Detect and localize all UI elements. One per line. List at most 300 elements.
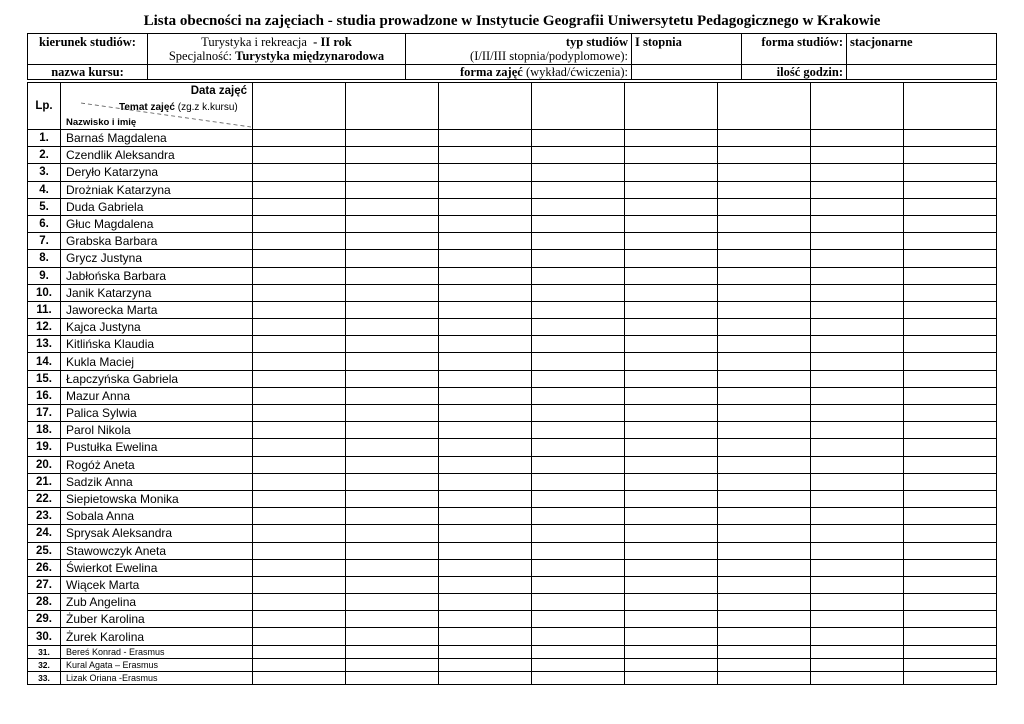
date-cell[interactable] <box>439 83 532 130</box>
attendance-cell[interactable] <box>625 611 718 628</box>
attendance-cell[interactable] <box>625 508 718 525</box>
attendance-cell[interactable] <box>811 181 904 198</box>
attendance-cell[interactable] <box>346 147 439 164</box>
attendance-cell[interactable] <box>346 233 439 250</box>
attendance-cell[interactable] <box>346 456 439 473</box>
attendance-cell[interactable] <box>904 233 997 250</box>
attendance-cell[interactable] <box>532 576 625 593</box>
attendance-cell[interactable] <box>253 658 346 671</box>
attendance-cell[interactable] <box>532 645 625 658</box>
attendance-cell[interactable] <box>439 490 532 507</box>
attendance-cell[interactable] <box>439 672 532 685</box>
attendance-cell[interactable] <box>625 576 718 593</box>
row-number: 30. <box>28 628 61 645</box>
attendance-cell[interactable] <box>625 387 718 404</box>
attendance-cell[interactable] <box>439 473 532 490</box>
attendance-cell[interactable] <box>253 672 346 685</box>
attendance-cell[interactable] <box>532 525 625 542</box>
attendance-cell[interactable] <box>625 250 718 267</box>
attendance-cell[interactable] <box>439 130 532 147</box>
attendance-cell[interactable] <box>532 628 625 645</box>
student-name: Drożniak Katarzyna <box>61 181 253 198</box>
attendance-cell[interactable] <box>718 250 811 267</box>
attendance-cell[interactable] <box>532 456 625 473</box>
attendance-cell[interactable] <box>904 456 997 473</box>
attendance-cell[interactable] <box>718 576 811 593</box>
attendance-cell[interactable] <box>253 336 346 353</box>
attendance-cell[interactable] <box>346 611 439 628</box>
table-row <box>28 267 997 284</box>
attendance-cell[interactable] <box>904 422 997 439</box>
attendance-cell[interactable] <box>532 508 625 525</box>
attendance-cell[interactable] <box>439 336 532 353</box>
specjalnosc-value: Turystyka międzynarodowa <box>235 49 385 63</box>
attendance-cell[interactable] <box>718 353 811 370</box>
attendance-cell[interactable] <box>625 267 718 284</box>
attendance-cell[interactable] <box>439 250 532 267</box>
attendance-cell[interactable] <box>532 336 625 353</box>
attendance-cell[interactable] <box>253 611 346 628</box>
attendance-cell[interactable] <box>718 658 811 671</box>
attendance-cell[interactable] <box>253 508 346 525</box>
attendance-cell[interactable] <box>346 319 439 336</box>
attendance-cell[interactable] <box>253 130 346 147</box>
attendance-cell[interactable] <box>904 672 997 685</box>
attendance-cell[interactable] <box>811 542 904 559</box>
attendance-cell[interactable] <box>904 594 997 611</box>
attendance-cell[interactable] <box>439 508 532 525</box>
kierunek-year: - II rok <box>313 35 352 49</box>
attendance-cell[interactable] <box>439 422 532 439</box>
attendance-cell[interactable] <box>253 267 346 284</box>
attendance-cell[interactable] <box>532 130 625 147</box>
attendance-cell[interactable] <box>625 319 718 336</box>
attendance-cell[interactable] <box>904 301 997 318</box>
attendance-cell[interactable] <box>346 508 439 525</box>
attendance-cell[interactable] <box>532 405 625 422</box>
table-row <box>28 422 997 439</box>
attendance-cell[interactable] <box>718 319 811 336</box>
attendance-cell[interactable] <box>811 422 904 439</box>
attendance-cell[interactable] <box>718 147 811 164</box>
attendance-cell[interactable] <box>346 370 439 387</box>
table-row <box>28 594 997 611</box>
attendance-cell[interactable] <box>811 525 904 542</box>
attendance-cell[interactable] <box>904 319 997 336</box>
attendance-cell[interactable] <box>346 422 439 439</box>
attendance-cell[interactable] <box>811 508 904 525</box>
attendance-cell[interactable] <box>253 284 346 301</box>
attendance-cell[interactable] <box>718 215 811 232</box>
row-number: 27. <box>28 576 61 593</box>
attendance-cell[interactable] <box>532 439 625 456</box>
attendance-cell[interactable] <box>346 473 439 490</box>
attendance-cell[interactable] <box>811 319 904 336</box>
attendance-cell[interactable] <box>811 353 904 370</box>
attendance-cell[interactable] <box>439 628 532 645</box>
attendance-cell[interactable] <box>904 353 997 370</box>
attendance-cell[interactable] <box>811 267 904 284</box>
attendance-cell[interactable] <box>625 672 718 685</box>
attendance-cell[interactable] <box>346 353 439 370</box>
attendance-cell[interactable] <box>811 490 904 507</box>
attendance-cell[interactable] <box>439 525 532 542</box>
attendance-cell[interactable] <box>439 559 532 576</box>
attendance-cell[interactable] <box>718 439 811 456</box>
attendance-cell[interactable] <box>718 370 811 387</box>
attendance-cell[interactable] <box>346 215 439 232</box>
attendance-cell[interactable] <box>718 456 811 473</box>
attendance-cell[interactable] <box>439 439 532 456</box>
table-row <box>28 284 997 301</box>
attendance-cell[interactable] <box>253 233 346 250</box>
attendance-cell[interactable] <box>253 576 346 593</box>
attendance-cell[interactable] <box>532 370 625 387</box>
row-number: 25. <box>28 542 61 559</box>
attendance-cell[interactable] <box>625 405 718 422</box>
attendance-cell[interactable] <box>346 336 439 353</box>
attendance-cell[interactable] <box>811 645 904 658</box>
attendance-cell[interactable] <box>253 525 346 542</box>
attendance-cell[interactable] <box>253 439 346 456</box>
attendance-cell[interactable] <box>532 672 625 685</box>
attendance-cell[interactable] <box>253 542 346 559</box>
attendance-cell[interactable] <box>904 215 997 232</box>
attendance-cell[interactable] <box>253 387 346 404</box>
attendance-cell[interactable] <box>718 336 811 353</box>
attendance-cell[interactable] <box>532 147 625 164</box>
row-number: 12. <box>28 319 61 336</box>
attendance-cell[interactable] <box>811 198 904 215</box>
attendance-cell[interactable] <box>439 370 532 387</box>
attendance-cell[interactable] <box>625 658 718 671</box>
attendance-cell[interactable] <box>346 490 439 507</box>
attendance-cell[interactable] <box>625 490 718 507</box>
attendance-cell[interactable] <box>532 490 625 507</box>
attendance-cell[interactable] <box>439 387 532 404</box>
attendance-cell[interactable] <box>253 301 346 318</box>
attendance-cell[interactable] <box>718 164 811 181</box>
attendance-cell[interactable] <box>718 405 811 422</box>
attendance-cell[interactable] <box>532 387 625 404</box>
attendance-cell[interactable] <box>718 473 811 490</box>
ilosc-godzin-label: ilość godzin: <box>742 65 847 80</box>
attendance-cell[interactable] <box>346 525 439 542</box>
attendance-cell[interactable] <box>625 628 718 645</box>
attendance-cell[interactable] <box>625 164 718 181</box>
attendance-cell[interactable] <box>253 628 346 645</box>
attendance-cell[interactable] <box>346 181 439 198</box>
attendance-cell[interactable] <box>811 301 904 318</box>
student-name: Kitlińska Klaudia <box>61 336 253 353</box>
attendance-cell[interactable] <box>346 658 439 671</box>
attendance-cell[interactable] <box>253 370 346 387</box>
attendance-cell[interactable] <box>625 542 718 559</box>
attendance-cell[interactable] <box>439 576 532 593</box>
student-name: Łapczyńska Gabriela <box>61 370 253 387</box>
attendance-cell[interactable] <box>718 490 811 507</box>
attendance-cell[interactable] <box>811 130 904 147</box>
attendance-cell[interactable] <box>532 319 625 336</box>
attendance-cell[interactable] <box>718 233 811 250</box>
student-name: Mazur Anna <box>61 387 253 404</box>
attendance-cell[interactable] <box>346 130 439 147</box>
attendance-cell[interactable] <box>253 147 346 164</box>
table-row <box>28 658 997 671</box>
attendance-cell[interactable] <box>718 645 811 658</box>
attendance-cell[interactable] <box>253 250 346 267</box>
attendance-cell[interactable] <box>253 473 346 490</box>
attendance-cell[interactable] <box>625 559 718 576</box>
attendance-cell[interactable] <box>904 405 997 422</box>
attendance-cell[interactable] <box>811 594 904 611</box>
attendance-cell[interactable] <box>346 198 439 215</box>
attendance-cell[interactable] <box>439 353 532 370</box>
attendance-cell[interactable] <box>718 559 811 576</box>
attendance-cell[interactable] <box>346 164 439 181</box>
attendance-cell[interactable] <box>904 559 997 576</box>
attendance-cell[interactable] <box>625 130 718 147</box>
attendance-cell[interactable] <box>625 301 718 318</box>
attendance-cell[interactable] <box>346 301 439 318</box>
attendance-cell[interactable] <box>253 645 346 658</box>
attendance-cell[interactable] <box>811 284 904 301</box>
student-name: Siepietowska Monika <box>61 490 253 507</box>
attendance-cell[interactable] <box>439 147 532 164</box>
date-cell[interactable] <box>253 83 346 130</box>
attendance-cell[interactable] <box>811 576 904 593</box>
attendance-cell[interactable] <box>625 594 718 611</box>
attendance-cell[interactable] <box>439 181 532 198</box>
attendance-cell[interactable] <box>625 422 718 439</box>
attendance-cell[interactable] <box>532 250 625 267</box>
attendance-cell[interactable] <box>811 215 904 232</box>
date-cell[interactable] <box>346 83 439 130</box>
attendance-cell[interactable] <box>439 198 532 215</box>
attendance-cell[interactable] <box>346 559 439 576</box>
attendance-cell[interactable] <box>532 353 625 370</box>
attendance-cell[interactable] <box>253 181 346 198</box>
attendance-cell[interactable] <box>904 387 997 404</box>
attendance-cell[interactable] <box>904 198 997 215</box>
attendance-cell[interactable] <box>439 658 532 671</box>
student-name: Palica Sylwia <box>61 405 253 422</box>
attendance-cell[interactable] <box>904 658 997 671</box>
attendance-cell[interactable] <box>625 336 718 353</box>
attendance-cell[interactable] <box>439 301 532 318</box>
attendance-cell[interactable] <box>811 164 904 181</box>
attendance-cell[interactable] <box>532 594 625 611</box>
attendance-cell[interactable] <box>904 336 997 353</box>
attendance-cell[interactable] <box>253 422 346 439</box>
attendance-cell[interactable] <box>811 628 904 645</box>
attendance-cell[interactable] <box>904 181 997 198</box>
attendance-cell[interactable] <box>625 284 718 301</box>
date-cell[interactable] <box>811 83 904 130</box>
attendance-cell[interactable] <box>625 353 718 370</box>
student-name: Kural Agata – Erasmus <box>61 658 253 671</box>
attendance-cell[interactable] <box>904 508 997 525</box>
attendance-cell[interactable] <box>439 267 532 284</box>
attendance-cell[interactable] <box>439 456 532 473</box>
attendance-cell[interactable] <box>625 198 718 215</box>
attendance-cell[interactable] <box>718 594 811 611</box>
attendance-cell[interactable] <box>718 628 811 645</box>
attendance-cell[interactable] <box>253 490 346 507</box>
attendance-cell[interactable] <box>532 473 625 490</box>
attendance-cell[interactable] <box>346 594 439 611</box>
attendance-cell[interactable] <box>253 353 346 370</box>
attendance-cell[interactable] <box>718 198 811 215</box>
attendance-cell[interactable] <box>439 319 532 336</box>
attendance-cell[interactable] <box>811 559 904 576</box>
attendance-cell[interactable] <box>904 370 997 387</box>
attendance-cell[interactable] <box>346 387 439 404</box>
attendance-cell[interactable] <box>811 672 904 685</box>
attendance-cell[interactable] <box>811 611 904 628</box>
attendance-cell[interactable] <box>811 387 904 404</box>
attendance-cell[interactable] <box>346 267 439 284</box>
attendance-cell[interactable] <box>532 198 625 215</box>
date-cell[interactable] <box>532 83 625 130</box>
attendance-cell[interactable] <box>253 198 346 215</box>
attendance-cell[interactable] <box>718 301 811 318</box>
attendance-cell[interactable] <box>718 422 811 439</box>
attendance-cell[interactable] <box>439 284 532 301</box>
attendance-cell[interactable] <box>346 284 439 301</box>
attendance-cell[interactable] <box>904 525 997 542</box>
attendance-cell[interactable] <box>532 658 625 671</box>
attendance-cell[interactable] <box>811 439 904 456</box>
attendance-cell[interactable] <box>718 611 811 628</box>
attendance-cell[interactable] <box>532 422 625 439</box>
attendance-cell[interactable] <box>253 164 346 181</box>
attendance-cell[interactable] <box>718 284 811 301</box>
row-number: 24. <box>28 525 61 542</box>
attendance-cell[interactable] <box>625 456 718 473</box>
attendance-cell[interactable] <box>625 473 718 490</box>
attendance-cell[interactable] <box>346 250 439 267</box>
attendance-cell[interactable] <box>346 405 439 422</box>
attendance-cell[interactable] <box>532 559 625 576</box>
attendance-cell[interactable] <box>904 645 997 658</box>
attendance-cell[interactable] <box>811 658 904 671</box>
table-row <box>28 611 997 628</box>
attendance-cell[interactable] <box>718 542 811 559</box>
student-name: Pustułka Ewelina <box>61 439 253 456</box>
attendance-cell[interactable] <box>625 439 718 456</box>
attendance-cell[interactable] <box>904 130 997 147</box>
attendance-cell[interactable] <box>439 594 532 611</box>
attendance-cell[interactable] <box>346 576 439 593</box>
attendance-cell[interactable] <box>532 611 625 628</box>
attendance-cell[interactable] <box>532 215 625 232</box>
attendance-cell[interactable] <box>718 672 811 685</box>
attendance-cell[interactable] <box>346 645 439 658</box>
attendance-cell[interactable] <box>253 319 346 336</box>
attendance-cell[interactable] <box>811 456 904 473</box>
attendance-cell[interactable] <box>718 508 811 525</box>
attendance-cell[interactable] <box>718 130 811 147</box>
attendance-cell[interactable] <box>439 233 532 250</box>
attendance-cell[interactable] <box>904 628 997 645</box>
attendance-cell[interactable] <box>532 233 625 250</box>
table-row <box>28 672 997 685</box>
attendance-cell[interactable] <box>904 164 997 181</box>
attendance-cell[interactable] <box>532 181 625 198</box>
attendance-cell[interactable] <box>718 525 811 542</box>
attendance-cell[interactable] <box>625 181 718 198</box>
attendance-cell[interactable] <box>904 490 997 507</box>
attendance-cell[interactable] <box>532 301 625 318</box>
attendance-cell[interactable] <box>904 147 997 164</box>
attendance-cell[interactable] <box>346 439 439 456</box>
attendance-cell[interactable] <box>811 147 904 164</box>
attendance-cell[interactable] <box>718 181 811 198</box>
attendance-cell[interactable] <box>532 542 625 559</box>
attendance-cell[interactable] <box>532 284 625 301</box>
date-cell[interactable] <box>904 83 997 130</box>
attendance-cell[interactable] <box>811 473 904 490</box>
date-cell[interactable] <box>718 83 811 130</box>
attendance-cell[interactable] <box>346 628 439 645</box>
attendance-cell[interactable] <box>625 370 718 387</box>
attendance-cell[interactable] <box>439 611 532 628</box>
attendance-cell[interactable] <box>904 439 997 456</box>
attendance-cell[interactable] <box>253 405 346 422</box>
attendance-cell[interactable] <box>439 215 532 232</box>
attendance-cell[interactable] <box>718 387 811 404</box>
attendance-cell[interactable] <box>904 542 997 559</box>
attendance-cell[interactable] <box>811 233 904 250</box>
attendance-cell[interactable] <box>439 164 532 181</box>
attendance-cell[interactable] <box>625 215 718 232</box>
attendance-cell[interactable] <box>253 559 346 576</box>
attendance-cell[interactable] <box>718 267 811 284</box>
attendance-cell[interactable] <box>904 611 997 628</box>
attendance-cell[interactable] <box>253 594 346 611</box>
attendance-cell[interactable] <box>439 405 532 422</box>
attendance-cell[interactable] <box>625 233 718 250</box>
attendance-cell[interactable] <box>625 645 718 658</box>
row-number: 26. <box>28 559 61 576</box>
attendance-cell[interactable] <box>904 250 997 267</box>
attendance-cell[interactable] <box>904 576 997 593</box>
attendance-cell[interactable] <box>625 525 718 542</box>
attendance-cell[interactable] <box>904 473 997 490</box>
attendance-cell[interactable] <box>253 456 346 473</box>
kierunek-label: kierunek studiów: <box>28 34 148 65</box>
typ-studiow-label: typ studiów <box>565 35 628 49</box>
attendance-cell[interactable] <box>811 370 904 387</box>
attendance-cell[interactable] <box>346 542 439 559</box>
attendance-cell[interactable] <box>532 164 625 181</box>
attendance-cell[interactable] <box>904 284 997 301</box>
attendance-cell[interactable] <box>811 250 904 267</box>
attendance-cell[interactable] <box>904 267 997 284</box>
attendance-cell[interactable] <box>253 215 346 232</box>
student-name: Stawowczyk Aneta <box>61 542 253 559</box>
attendance-cell[interactable] <box>625 147 718 164</box>
attendance-cell[interactable] <box>811 336 904 353</box>
attendance-cell[interactable] <box>439 645 532 658</box>
student-name: Rogóż Aneta <box>61 456 253 473</box>
attendance-cell[interactable] <box>532 267 625 284</box>
attendance-cell[interactable] <box>346 672 439 685</box>
attendance-cell[interactable] <box>439 542 532 559</box>
attendance-cell[interactable] <box>811 405 904 422</box>
date-cell[interactable] <box>625 83 718 130</box>
